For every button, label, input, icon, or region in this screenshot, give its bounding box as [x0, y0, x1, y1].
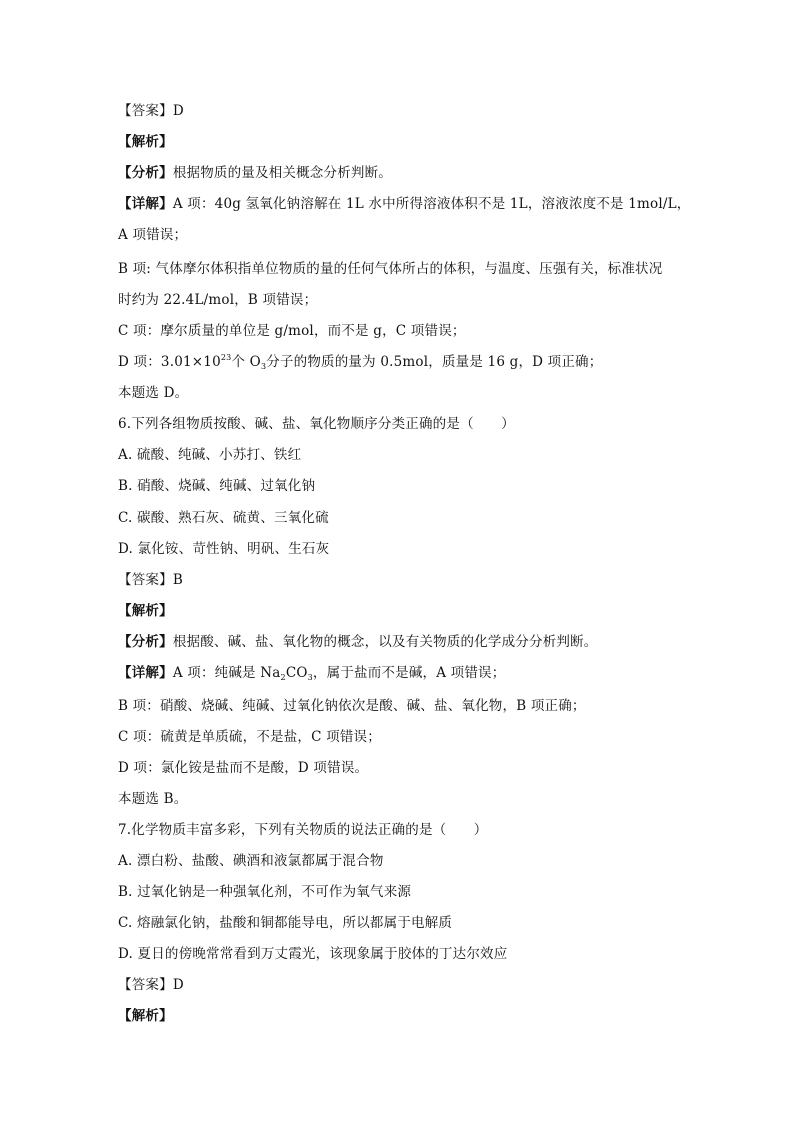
answer-value: B [172, 572, 183, 588]
q5-detail-d [118, 353, 602, 371]
q6-option-b: B. 硝酸、烧碱、纯碱、过氧化钠 [118, 478, 316, 494]
superscript-exponent: 23 [220, 353, 232, 362]
q5-fenxi [118, 164, 392, 182]
fenxi-label: 【分析】 [118, 165, 173, 181]
q7-answer [118, 976, 184, 994]
detail-d-post: 分子的物质的量为 0.5mol，质量是 16 g，D 项正确； [266, 354, 603, 370]
q7-option-d: D. 夏日的傍晚常常看到万丈霞光，该现象属于胶体的丁达尔效应 [118, 946, 508, 962]
answer-value: D [172, 977, 184, 993]
q5-detail-b-line2: 时约为 22.4L/mol，B 项错误； [118, 292, 318, 308]
q6-detail-d: D 项：氯化铵是盐而不是酸，D 项错误。 [118, 760, 369, 776]
q6-conclusion: 本题选 B。 [118, 791, 188, 807]
subscript: 3 [307, 673, 313, 682]
answer-label: 【答案】 [118, 572, 173, 588]
detail-text: A 项：40g 氢氧化钠溶解在 1L 水中所得溶液体积不是 1L，溶液浓度不是 1mol/L， [172, 196, 691, 212]
q6-detail-c: C 项：硫黄是单质硫，不是盐，C 项错误； [118, 729, 381, 745]
q7-option-a: A. 漂白粉、盐酸、碘酒和液氯都属于混合物 [118, 853, 384, 869]
subscript: 2 [280, 673, 286, 682]
q7-question: 7.化学物质丰富多彩，下列有关物质的说法正确的是（ ） [118, 822, 488, 838]
q6-question: 6.下列各组物质按酸、碱、盐、氧化物顺序分类正确的是（ ） [118, 416, 515, 432]
q5-answer [118, 102, 184, 120]
q5-detail-a-line1 [118, 195, 691, 213]
q5-detail-c: C 项：摩尔质量的单位是 g/mol，而不是 g，C 项错误； [118, 323, 466, 339]
q6-detail-a [118, 664, 505, 682]
q7-option-c: C. 熔融氯化钠，盐酸和铜都能导电，所以都属于电解质 [118, 915, 453, 931]
q5-analysis-title: 【解析】 [118, 134, 173, 150]
q6-option-a: A. 硫酸、纯碱、小苏打、铁红 [118, 447, 302, 463]
q6-option-c: C. 碳酸、熟石灰、硫黄、三氧化硫 [118, 510, 329, 526]
detail-d-pre: D 项：3.01×10 [118, 354, 221, 370]
detail-label: 【详解】 [118, 665, 173, 681]
q7-option-b: B. 过氧化钠是一种强氧化剂，不可作为氧气来源 [118, 884, 412, 900]
q5-conclusion: 本题选 D。 [118, 385, 189, 401]
answer-value: D [172, 103, 184, 119]
q6-option-d: D. 氯化铵、苛性钠、明矾、生石灰 [118, 541, 330, 557]
detail-a-pre: A 项：纯碱是 Na [172, 665, 281, 681]
q5-detail-b-line1: B 项: 气体摩尔体积指单位物质的量的任何气体所占的体积，与温度、压强有关，标准状况 [118, 261, 663, 277]
q6-detail-b: B 项：硝酸、烧碱、纯碱、过氧化钠依次是酸、碱、盐、氧化物，B 项正确； [118, 698, 586, 714]
detail-d-mid: 个 O [231, 354, 261, 370]
detail-label: 【详解】 [118, 196, 173, 212]
detail-a-mid: CO [285, 665, 308, 681]
detail-a-post: ，属于盐而不是碱，A 项错误； [312, 665, 506, 681]
q5-detail-a-line2: A 项错误； [118, 227, 188, 243]
answer-label: 【答案】 [118, 977, 173, 993]
q7-analysis-title: 【解析】 [118, 1008, 173, 1024]
fenxi-label: 【分析】 [118, 634, 173, 650]
answer-label: 【答案】 [118, 103, 173, 119]
fenxi-text: 根据酸、碱、盐、氧化物的概念，以及有关物质的化学成分分析判断。 [172, 634, 598, 650]
q6-fenxi [118, 633, 598, 651]
q6-analysis-title: 【解析】 [118, 603, 173, 619]
subscript-ozone: 3 [260, 362, 267, 371]
q6-answer [118, 571, 183, 589]
fenxi-text: 根据物质的量及相关概念分析判断。 [172, 165, 393, 181]
